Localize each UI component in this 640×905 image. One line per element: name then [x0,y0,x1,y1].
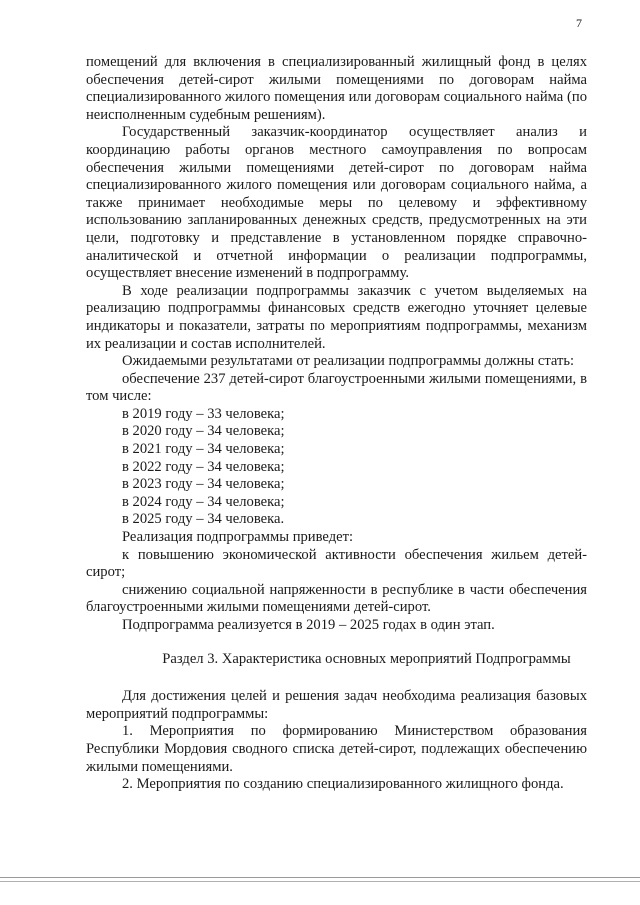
paragraph: помещений для включения в специализированный жилищный фонд в целях обеспечения детей-сирот жилыми помещениями по договорам найма специализированного жилого помещения или договорам социального найма (по неисполненным судебным решениям). [86,54,587,123]
paragraph: в 2020 году – 34 человека; [122,423,285,440]
page-bottom-border [0,877,640,882]
paragraph: в 2022 году – 34 человека; [122,458,285,475]
paragraph: 1. Мероприятия по формированию Министерством образования Республики Мордовия сводного списка детей-сирот, подлежащих обеспечению жилыми помещениями. [86,723,587,775]
paragraph: в 2025 году – 34 человека. [122,511,285,528]
section-heading: Раздел 3. Характеристика основных мероприятий Подпрограммы [162,650,571,667]
paragraph: Для достижения целей и решения задач необходима реализация базовых мероприятий подпрограммы: [86,688,587,722]
paragraph: в 2019 году – 33 человека; [122,405,285,422]
paragraph: Подпрограмма реализуется в 2019 – 2025 годах в один этап. [122,617,495,633]
paragraph: обеспечение 237 детей-сирот благоустроенными жилыми помещениями, в том числе: [86,370,587,405]
paragraph: 2. Мероприятия по созданию специализированного жилищного фонда. [122,776,564,793]
paragraph: в 2024 году – 34 человека; [122,493,285,510]
paragraph: Реализация подпрограммы приведет: [122,529,354,546]
paragraph: к повышению экономической активности обеспечения жильем детей-сирот; [86,546,587,581]
page-number: 7 [576,16,582,30]
document-body [86,54,587,794]
paragraph: в 2023 году – 34 человека; [122,476,285,493]
paragraph: Ожидаемыми результатами от реализации подпрограммы должны стать: [122,353,575,370]
paragraph: В ходе реализации подпрограммы заказчик с учетом выделяемых на реализацию подпрограммы финансовых средств ежегодно уточняет целевые индикаторы и показатели, затраты по мероприятиям подпрограммы, механизм их реализации и состав исполнителей. [86,282,587,352]
paragraph: в 2021 году – 34 человека; [122,441,285,458]
paragraph: снижению социальной напряженности в республике в части обеспечения благоустроенными жилыми помещениями детей-сирот. [86,581,587,616]
paragraph: Государственный заказчик-координатор осуществляет анализ и координацию работы органов местного самоуправления по вопросам обеспечения жилыми помещениями детей-сирот по договорам найма специализированного жилого помещения или договорам социального найма, а также принимает необходимые меры по целевому и эффективному использованию запланированных денежных средств, предусмотренных на эти цели, подготовку и представление в установленном порядке справочно-аналитической и отчетной информации о реализации подпрограммы, осуществляет внесение изменений в подпрограмму. [86,124,587,282]
